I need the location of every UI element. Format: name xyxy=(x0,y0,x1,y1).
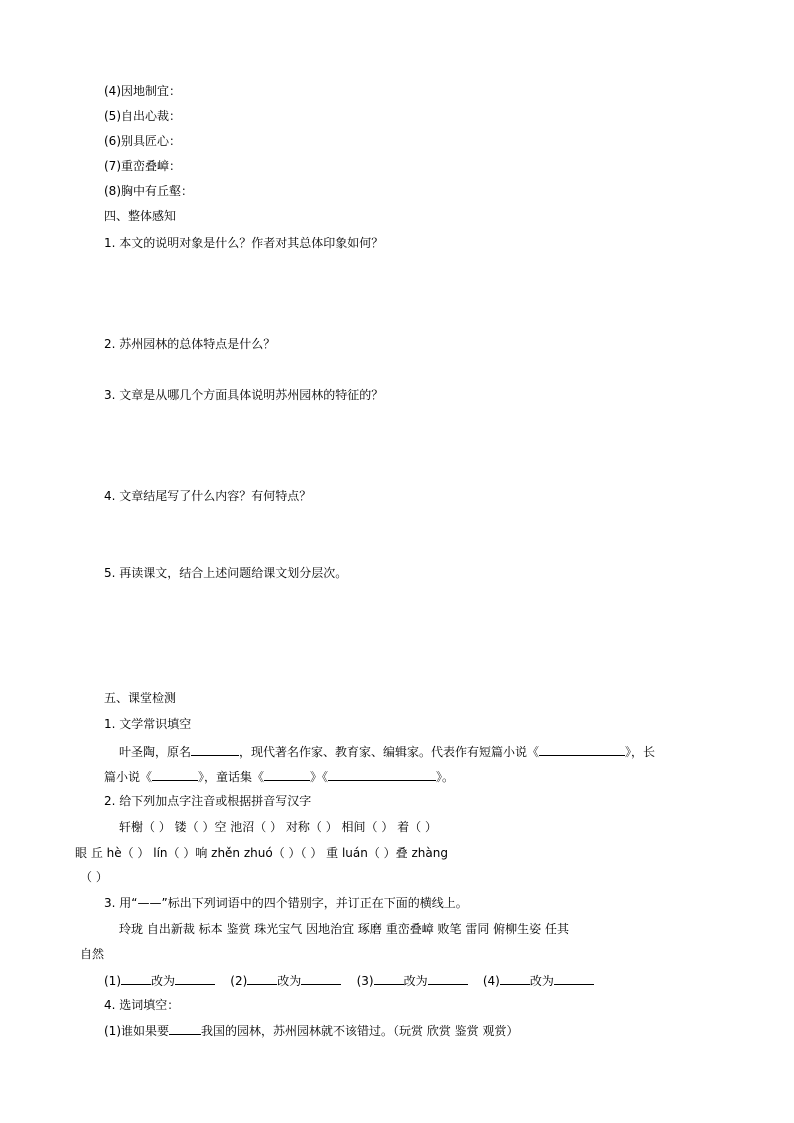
s1-line1 xyxy=(119,742,655,760)
s3-fill-1-mid: 改为 xyxy=(151,974,176,988)
s2-line3: （ ） xyxy=(80,870,108,884)
s3-fill-4-wrong[interactable] xyxy=(500,971,530,985)
s4-q1-blank[interactable] xyxy=(169,1021,201,1035)
s4-q1-text-a: (1)谁如果要 xyxy=(104,1024,169,1038)
s3-fill-2-mid: 改为 xyxy=(277,974,302,988)
s3-fill-3 xyxy=(357,974,468,988)
section4-q2: 2. 苏州园林的总体特点是什么？ xyxy=(104,337,276,351)
s2-line1: 轩榭（ ） 镂（ ）空 池沼（ ） 对称（ ） 相间（ ） 着（ ） xyxy=(119,820,437,834)
s1-text-f: 》《 xyxy=(310,770,329,784)
s3-words: 玲珑 自出新裁 标本 鉴赏 珠光宝气 因地治宜 琢磨 重峦叠嶂 败笔 雷同 俯柳生姿 任其 xyxy=(119,922,569,936)
s3-fill-3-mid: 改为 xyxy=(403,974,428,988)
section5-heading: 五、课堂检测 xyxy=(104,691,177,705)
s3-fill-1-right[interactable] xyxy=(175,971,215,985)
s3-fill-2-num: (2) xyxy=(230,974,248,988)
s3-fill-row xyxy=(104,971,594,989)
s3-fill-1-wrong[interactable] xyxy=(121,971,151,985)
s3-fill-2 xyxy=(230,974,341,988)
s3-fill-1 xyxy=(104,974,215,988)
section4-q1: 1. 本文的说明对象是什么？作者对其总体印象如何？ xyxy=(104,236,384,250)
section4-heading: 四、整体感知 xyxy=(104,209,177,223)
s3-fill-4 xyxy=(483,974,594,988)
s4-q1-text-b: 我国的园林，苏州园林就不该错过。（玩赏 欣赏 鉴赏 观赏） xyxy=(201,1024,519,1038)
s2-line2: 眼 丘 hè（ ） lín（ ）响 zhěn zhuó（ ）（ ） 重 luán（ ）叠 zhàng xyxy=(75,846,448,860)
s4-q1 xyxy=(104,1021,518,1039)
term-4: (4)因地制宜： xyxy=(104,84,181,98)
s3-fill-4-right[interactable] xyxy=(554,971,594,985)
s1-blank-fairytale-1[interactable] xyxy=(264,767,310,781)
s3-fill-3-right[interactable] xyxy=(428,971,468,985)
term-8: (8)胸中有丘壑： xyxy=(104,184,193,198)
s1-title: 1. 文学常识填空 xyxy=(104,717,192,731)
s1-text-d: 篇小说《 xyxy=(104,770,153,784)
s1-text-a: 叶圣陶，原名 xyxy=(119,745,192,759)
term-6: (6)别具匠心： xyxy=(104,134,181,148)
s1-text-b: ，现代著名作家、教育家、编辑家。代表作有短篇小说《 xyxy=(239,745,540,759)
s1-blank-fairytale-2[interactable] xyxy=(328,767,436,781)
s3-fill-4-num: (4) xyxy=(482,974,500,988)
section4-q3: 3. 文章是从哪几个方面具体说明苏州园林的特征的？ xyxy=(104,388,384,402)
s3-words-cont: 自然 xyxy=(80,947,105,961)
s3-fill-4-mid: 改为 xyxy=(529,974,554,988)
s3-fill-2-wrong[interactable] xyxy=(247,971,277,985)
s2-title: 2. 给下列加点字注音或根据拼音写汉字 xyxy=(104,794,312,808)
s1-text-e: 》，童话集《 xyxy=(198,770,265,784)
section4-q5: 5. 再读课文，结合上述问题给课文划分层次。 xyxy=(104,566,348,580)
s3-fill-3-num: (3) xyxy=(356,974,374,988)
s1-text-g: 》。 xyxy=(436,770,455,784)
s3-title: 3. 用“——”标出下列词语中的四个错别字，并订正在下面的横线上。 xyxy=(104,896,468,910)
s1-line2 xyxy=(104,767,454,785)
s3-fill-2-right[interactable] xyxy=(301,971,341,985)
s1-blank-long-novel[interactable] xyxy=(152,767,198,781)
s3-fill-3-wrong[interactable] xyxy=(374,971,404,985)
s1-blank-short-novel[interactable] xyxy=(539,742,625,756)
s3-fill-1-num: (1) xyxy=(104,974,121,988)
s1-blank-name[interactable] xyxy=(191,742,239,756)
s1-text-c: 》，长 xyxy=(625,745,656,759)
s4-title: 4. 选词填空： xyxy=(104,998,180,1012)
term-7: (7)重峦叠嶂： xyxy=(104,159,181,173)
section4-q4: 4. 文章结尾写了什么内容？有何特点？ xyxy=(104,489,312,503)
term-5: (5)自出心裁： xyxy=(104,109,181,123)
